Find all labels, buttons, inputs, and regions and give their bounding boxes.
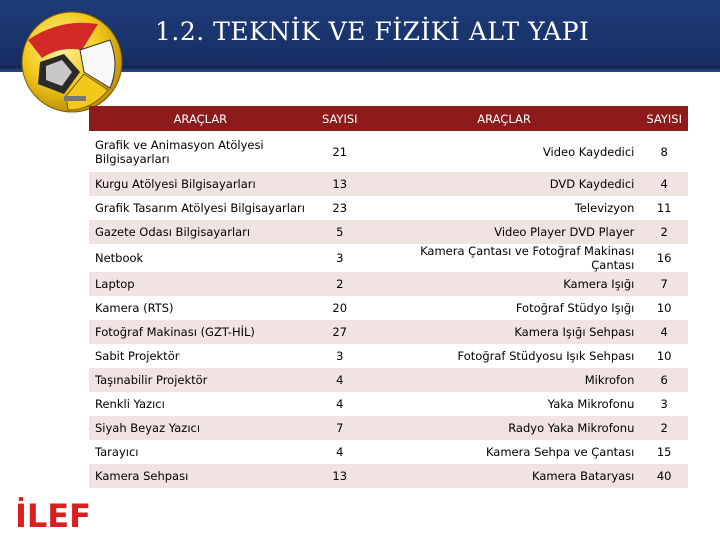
tool-count-right: 16 (640, 244, 688, 272)
tool-name-right: Fotoğraf Stüdyosu Işık Sehpası (368, 344, 641, 368)
tool-count-right: 10 (640, 296, 688, 320)
tool-name-left: Fotoğraf Makinası (GZT-HİL) (89, 320, 312, 344)
tool-count-right: 10 (640, 344, 688, 368)
tool-count-right: 7 (640, 272, 688, 296)
tool-name-right: Televizyon (368, 196, 641, 220)
tool-count-right: 6 (640, 368, 688, 392)
table-header-row (89, 106, 688, 131)
tool-name-left: Sabit Projektör (89, 344, 312, 368)
tool-name-right: Fotoğraf Stüdyo Işığı (368, 296, 641, 320)
tool-name-left: Siyah Beyaz Yazıcı (89, 416, 312, 440)
tool-name-left: Kamera (RTS) (89, 296, 312, 320)
table-row (89, 440, 688, 464)
table-row (89, 416, 688, 440)
tool-count-left: 7 (312, 416, 368, 440)
table-row (89, 344, 688, 368)
tool-name-left: Netbook (89, 244, 312, 272)
header-tools-left: ARAÇLAR (89, 106, 312, 131)
tool-name-right: Radyo Yaka Mikrofonu (368, 416, 641, 440)
tool-name-right: Kamera Bataryası (368, 464, 641, 488)
table-row (89, 464, 688, 488)
tool-name-left: Laptop (89, 272, 312, 296)
tool-count-left: 21 (312, 131, 368, 172)
tool-name-left: Kurgu Atölyesi Bilgisayarları (89, 172, 312, 196)
table-row (89, 220, 688, 244)
table-row (89, 196, 688, 220)
table-row (89, 244, 688, 272)
tool-count-left: 13 (312, 464, 368, 488)
tool-name-left: Taşınabilir Projektör (89, 368, 312, 392)
tool-count-right: 4 (640, 172, 688, 196)
header-tools-right: ARAÇLAR (368, 106, 641, 131)
equipment-table (89, 106, 688, 488)
tool-name-right: DVD Kaydedici (368, 172, 641, 196)
table-row (89, 296, 688, 320)
table-row (89, 320, 688, 344)
tool-count-right: 4 (640, 320, 688, 344)
table-row (89, 272, 688, 296)
tool-count-left: 20 (312, 296, 368, 320)
tool-name-right: Yaka Mikrofonu (368, 392, 641, 416)
table-row (89, 368, 688, 392)
tool-name-left: Grafik ve Animasyon Atölyesi Bilgisayarları (89, 131, 312, 172)
logo-ball-icon (20, 10, 124, 114)
table-row (89, 392, 688, 416)
tool-count-left: 27 (312, 320, 368, 344)
tool-name-left: Kamera Sehpası (89, 464, 312, 488)
table-row (89, 172, 688, 196)
tool-name-right: Video Kaydedici (368, 131, 641, 172)
tool-count-right: 15 (640, 440, 688, 464)
tool-name-right: Kamera Işığı Sehpası (368, 320, 641, 344)
tool-count-left: 2 (312, 272, 368, 296)
tool-count-right: 8 (640, 131, 688, 172)
tool-name-right: Kamera Çantası ve Fotoğraf Makinası Çantası (368, 244, 641, 272)
tool-count-left: 4 (312, 368, 368, 392)
tool-count-left: 23 (312, 196, 368, 220)
tool-name-left: Renkli Yazıcı (89, 392, 312, 416)
tool-count-left: 4 (312, 392, 368, 416)
tool-name-right: Kamera Sehpa ve Çantası (368, 440, 641, 464)
tool-count-right: 2 (640, 220, 688, 244)
tool-count-left: 5 (312, 220, 368, 244)
tool-name-right: Mikrofon (368, 368, 641, 392)
tool-name-left: Gazete Odası Bilgisayarları (89, 220, 312, 244)
tool-count-right: 11 (640, 196, 688, 220)
brand-logo-text: İLEF (15, 497, 92, 535)
page-title: 1.2. TEKNİK VE FİZİKİ ALT YAPI (155, 17, 590, 46)
tool-name-right: Kamera Işığı (368, 272, 641, 296)
tool-count-left: 13 (312, 172, 368, 196)
header-count-right: SAYISI (640, 106, 688, 131)
tool-count-left: 3 (312, 244, 368, 272)
tool-count-right: 40 (640, 464, 688, 488)
tool-count-right: 3 (640, 392, 688, 416)
tool-name-right: Video Player DVD Player (368, 220, 641, 244)
header-count-left: SAYISI (312, 106, 368, 131)
tool-name-left: Grafik Tasarım Atölyesi Bilgisayarları (89, 196, 312, 220)
tool-count-left: 4 (312, 440, 368, 464)
tool-count-right: 2 (640, 416, 688, 440)
tool-count-left: 3 (312, 344, 368, 368)
table-row (89, 131, 688, 172)
tool-name-left: Tarayıcı (89, 440, 312, 464)
